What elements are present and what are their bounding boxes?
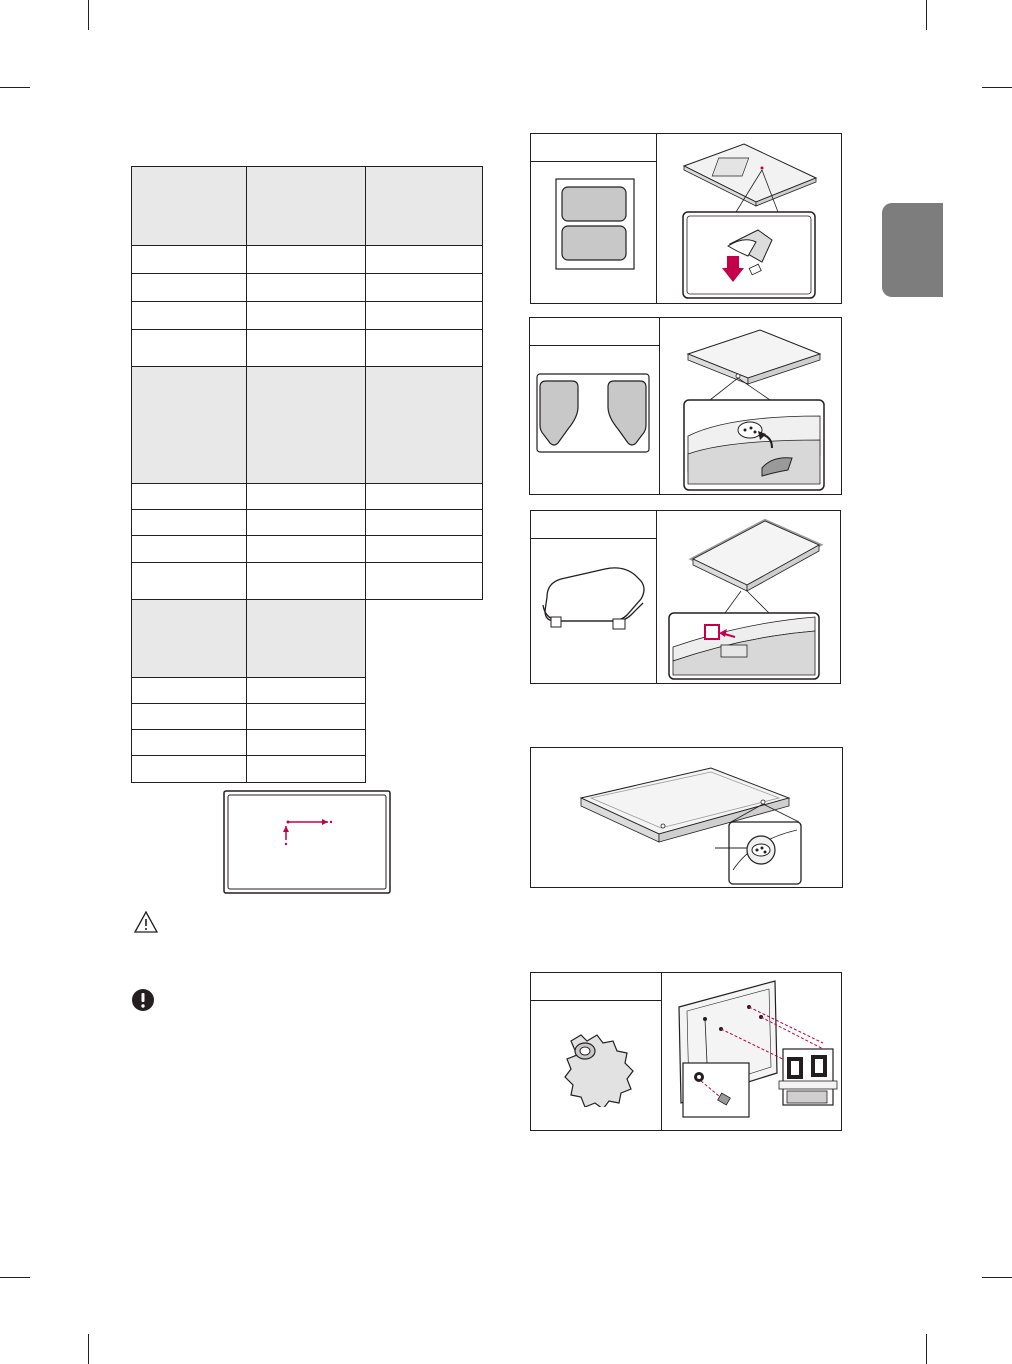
table-header-cell [131, 366, 247, 484]
crop-mark [88, 1334, 89, 1364]
table-cell [131, 677, 247, 704]
tv-cable-holder-diagram [670, 326, 838, 492]
table-cell [365, 329, 483, 367]
table-cell [131, 509, 247, 536]
table-header-cell [246, 366, 366, 484]
table-cell [365, 483, 483, 510]
table-header-cell [365, 366, 483, 484]
crop-mark [982, 1277, 1012, 1278]
table-cell [131, 483, 247, 510]
protective-cover-panel [530, 510, 841, 684]
stand-cover-icon [555, 178, 635, 270]
table-cell [131, 729, 247, 756]
tv-protective-cover-diagram [665, 515, 839, 683]
table-cell [246, 729, 366, 756]
table-cell [365, 273, 483, 302]
table-cell [365, 245, 483, 274]
crop-mark [926, 0, 927, 30]
table-cell [246, 535, 366, 563]
table-header-cell [246, 166, 366, 246]
table-header-cell [365, 166, 483, 246]
table-cell [365, 562, 483, 600]
table-cell [246, 562, 366, 600]
table-cell [131, 755, 247, 783]
table-cell [365, 535, 483, 563]
table-cell [131, 535, 247, 563]
crop-mark [982, 87, 1012, 88]
caution-icon [133, 910, 159, 934]
crop-mark [926, 1334, 927, 1364]
table-header-cell [246, 599, 366, 678]
language-side-tab [882, 203, 943, 297]
table-cell [131, 703, 247, 730]
table-cell [246, 755, 366, 783]
table-cell [131, 301, 247, 330]
protective-cover-icon [537, 567, 649, 637]
table-cell [246, 301, 366, 330]
table-cell [246, 509, 366, 536]
wall-mount-bracket-panel [530, 972, 842, 1131]
table-cell [246, 703, 366, 730]
table-cell [131, 245, 247, 274]
table-cell [246, 483, 366, 510]
note-icon [131, 988, 155, 1012]
table-cell [131, 329, 247, 367]
crop-mark [88, 0, 89, 30]
crop-mark [0, 87, 30, 88]
table-cell [131, 273, 247, 302]
wall-mount-bracket-icon [667, 977, 841, 1129]
table-header-cell [131, 166, 247, 246]
tv-wall-mount-hole-diagram [571, 758, 831, 886]
table-cell [246, 329, 366, 367]
wall-mount-hole-panel [530, 747, 843, 888]
vesa-diagram [223, 790, 391, 894]
table-cell [365, 509, 483, 536]
table-cell [246, 677, 366, 704]
stand-cover-panel [530, 133, 842, 304]
crop-mark [0, 1277, 30, 1278]
cable-holder-panel [529, 317, 842, 495]
table-cell [365, 301, 483, 330]
table-cell [246, 273, 366, 302]
table-cell [246, 245, 366, 274]
tv-back-cover-diagram [666, 138, 838, 300]
table-header-cell [131, 599, 247, 678]
spacer-icon [551, 1021, 643, 1107]
table-cell [131, 562, 247, 600]
cable-holder-icon [536, 373, 650, 453]
